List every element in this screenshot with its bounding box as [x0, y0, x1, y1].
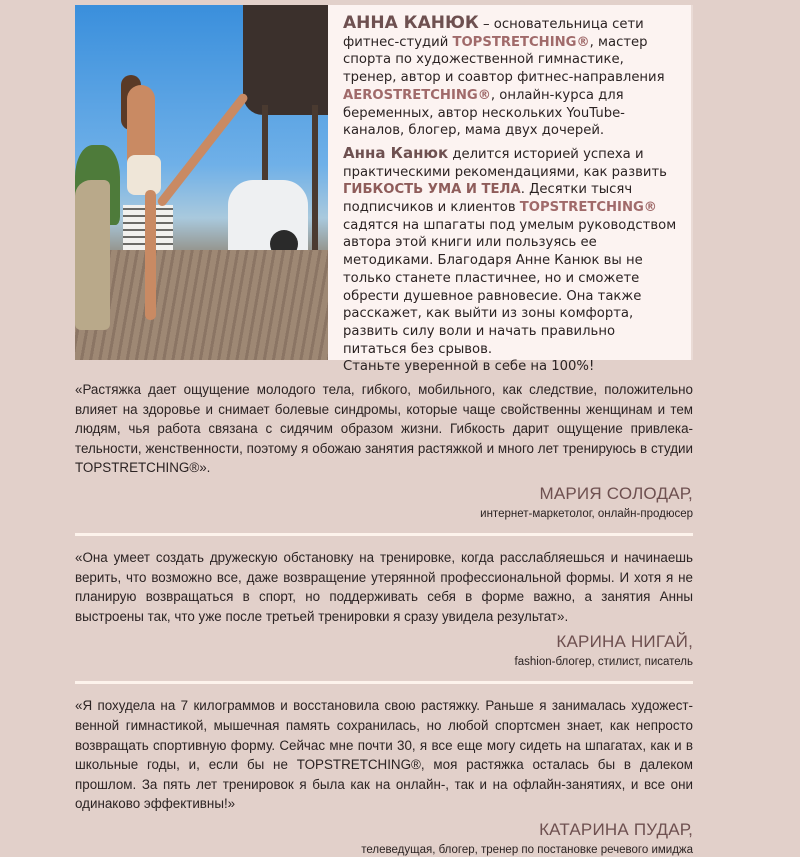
testimonial-quote: «Она умеет создать дружескую обстановку на тренировке, когда расслабляешься и начинаешь верить, что возможно все, даже возвращение утерянной профессиональной формы. И хотя я не планирую возвращаться в спорт, но поддерживать себя в форме важно, а занятия Анны выстроены так, что уже после третьей тренировки я сразу увидела результат».: [75, 549, 693, 624]
testimonials: [75, 380, 693, 857]
author-name: Анна Канюк: [343, 143, 449, 162]
photo-figure-standing-leg: [145, 190, 156, 320]
photo-pavement: [75, 250, 328, 360]
author-section: [75, 5, 693, 375]
divider: [75, 681, 693, 684]
bio-closing: Станьте уверенной в себе на 100%!: [343, 359, 595, 375]
highlight-flexibility: ГИБКОСТЬ УМА И ТЕЛА: [343, 182, 521, 198]
photo-roof: [243, 5, 328, 115]
photo-figure-shorts: [127, 155, 161, 195]
testimonial: [75, 380, 693, 521]
brand-topstretching: TOPSTRETCHING®: [519, 200, 657, 216]
testimonial-author: КАТАРИНА ПУДАР,: [539, 819, 693, 839]
bio-text: – основательница сети фитнес-студий: [343, 17, 644, 50]
divider: [75, 533, 693, 536]
bio-text: , мастер спорта по художественной гимнастике, тренер, автор и соавтор фитнес-направления: [343, 34, 665, 86]
testimonial-role: интернет-маркетолог, онлайн-продюсер: [480, 507, 693, 520]
testimonial: [75, 548, 693, 669]
testimonial-quote: «Я похудела на 7 килограммов и восстановила свою растяжку. Раньше я занималась художественной гимнастикой, мышечная память сохранилась, но любой спортсмен знает, как непросто возвращать спортивную форму. Сейчас мне почти 30, я все еще могу сидеть на шпагатах, как и в школьные годы, и, если бы не TOPSTRETCHING®, моя растяжка осталась бы в далеком прошлом. За пять лет тренировок я была как на онлайн-, так и на офлайн-занятиях, и все они одинаково эффективны!»: [75, 698, 693, 812]
bio-text: делится историей успеха и практическими рекомендациями, как развить: [343, 146, 667, 180]
bio-paragraph-2: [343, 145, 677, 376]
brand-aerostretching: AEROSTRETCHING®: [343, 87, 491, 103]
testimonial-role: fashion-блогер, стилист, писатель: [514, 656, 693, 669]
author-photo: [75, 5, 328, 360]
testimonial-author: КАРИНА НИГАЙ,: [556, 632, 693, 652]
testimonial-quote: «Растяжка дает ощущение молодого тела, гибкого, мобильного, как следствие, положительно влияет на здоровье и снимает болевые синдромы, которые чаще свойственны женщинам и тем людям, чья работа связана с сидячим образом жизни. Гибкость дарит ощущение привлекательности, женственности, поэтому я обожаю занятия растяжкой и много лет тренируюсь в студии TOPSTRETCHING®».: [75, 382, 693, 476]
testimonial-author: МАРИЯ СОЛОДАР,: [539, 483, 693, 503]
testimonial-role: телеведущая, блогер, тренер по постановке речевого имиджа: [361, 843, 693, 856]
author-bio: [328, 5, 693, 375]
bio-text: садятся на шпагаты под умелым руководством автора этой книги или пользуясь ее методиками. Благодаря Анне Канюк вы не только станете пластичнее, но и сможете обрести душевное равновесие. Она также расскажет, как выйти из зоны комфорта, развить силу воли и начать правильно питаться без срывов.: [343, 217, 677, 357]
bio-paragraph-1: [343, 15, 677, 140]
bio-text: , онлайн-курса для беременных, автор нескольких YouTube-каналов, блогер, мама двух дочерей.: [343, 87, 625, 139]
testimonial: [75, 696, 693, 857]
brand-topstretching: TOPSTRETCHING®: [452, 34, 590, 50]
author-name-heading: АННА КАНЮК: [343, 13, 479, 33]
bio-text: . Десятки тысяч подписчиков и клиентов: [343, 182, 633, 216]
photo-stroller: [75, 180, 110, 330]
